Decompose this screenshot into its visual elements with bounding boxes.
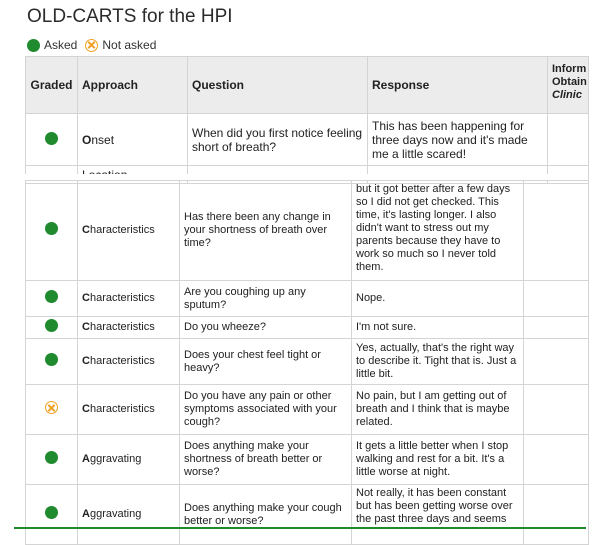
response-cell: This has been happening for three days now and it's made me a little scared! bbox=[368, 114, 548, 166]
asked-legend-label: Asked bbox=[44, 38, 78, 52]
response-cell: Yes, actually, that's the right way to describe it. Tight that is. Just a little bit. bbox=[352, 339, 524, 385]
approach-initial: C bbox=[82, 321, 90, 333]
approach-label: haracteristics bbox=[89, 355, 155, 367]
asked-status-icon bbox=[45, 222, 58, 235]
graded-cell bbox=[26, 181, 78, 281]
table-row bbox=[26, 281, 589, 317]
table-row bbox=[26, 339, 589, 385]
legend bbox=[27, 38, 164, 52]
response-cell: I'm not sure. bbox=[352, 317, 524, 339]
not-asked-status-icon bbox=[45, 401, 58, 414]
not-asked-legend-label: Not asked bbox=[102, 38, 157, 52]
ohpi-table-top bbox=[25, 56, 589, 184]
question-cell: Does your chest feel tight or heavy? bbox=[180, 339, 352, 385]
approach-cell bbox=[78, 114, 188, 166]
asked-status-icon bbox=[45, 290, 58, 303]
table-row bbox=[26, 114, 589, 166]
table-row bbox=[26, 385, 589, 435]
asked-status-icon bbox=[45, 132, 58, 145]
info-cell bbox=[524, 181, 589, 281]
approach-initial: C bbox=[82, 224, 90, 236]
approach-cell bbox=[78, 435, 180, 485]
approach-initial: O bbox=[82, 132, 92, 147]
approach-label: ggravating bbox=[89, 508, 142, 520]
approach-label: nset bbox=[91, 132, 115, 147]
question-cell: Does anything make your cough better or worse? bbox=[180, 485, 352, 545]
approach-initial: C bbox=[82, 292, 90, 304]
question-cell: Has there been any change in your shortness of breath over time? bbox=[180, 181, 352, 281]
table-row bbox=[26, 181, 589, 281]
info-cell bbox=[524, 339, 589, 385]
response-cell: Nope. bbox=[352, 281, 524, 317]
approach-label: haracteristics bbox=[89, 321, 155, 333]
response-cell: Not really, it has been constant but has been getting worse over the past three days and seems bbox=[352, 485, 524, 545]
not-asked-legend-icon bbox=[85, 39, 98, 52]
table-row bbox=[26, 317, 589, 339]
info-cell bbox=[548, 114, 589, 166]
response-column-header: Response bbox=[368, 57, 548, 114]
approach-cell bbox=[78, 339, 180, 385]
approach-cell bbox=[78, 317, 180, 339]
response-cell: but it got better after a few days so I did not get checked. This time, it's lasting longer. I also didn't want to stress out my parents because they have to work so much so I never told them. bbox=[352, 181, 524, 281]
approach-label: haracteristics bbox=[89, 403, 155, 415]
approach-cell bbox=[78, 281, 180, 317]
table-row bbox=[26, 435, 589, 485]
asked-status-icon bbox=[45, 319, 58, 332]
asked-status-icon bbox=[45, 506, 58, 519]
info-header-line2: Obtain bbox=[552, 76, 587, 88]
approach-cell bbox=[78, 181, 180, 281]
asked-legend-icon bbox=[27, 39, 40, 52]
question-cell: Do you wheeze? bbox=[180, 317, 352, 339]
info-header-line3: Clinic bbox=[552, 89, 582, 101]
approach-label: haracteristics bbox=[89, 224, 155, 236]
graded-cell bbox=[26, 385, 78, 435]
page-title: OLD-CARTS for the HPI bbox=[27, 6, 233, 27]
ohpi-table-bottom bbox=[25, 180, 589, 545]
graded-column-header: Graded bbox=[26, 57, 78, 114]
info-cell bbox=[524, 435, 589, 485]
approach-initial: C bbox=[82, 403, 90, 415]
question-cell: Are you coughing up any sputum? bbox=[180, 281, 352, 317]
info-cell bbox=[524, 317, 589, 339]
info-cell bbox=[524, 485, 589, 545]
info-cell bbox=[524, 385, 589, 435]
question-cell: Do you have any pain or other symptoms associated with your cough? bbox=[180, 385, 352, 435]
graded-cell bbox=[26, 114, 78, 166]
info-cell bbox=[524, 281, 589, 317]
asked-status-icon bbox=[45, 353, 58, 366]
approach-column-header: Approach bbox=[78, 57, 188, 114]
approach-cell bbox=[78, 485, 180, 545]
graded-cell bbox=[26, 281, 78, 317]
info-column-header bbox=[548, 57, 589, 114]
approach-label: haracteristics bbox=[89, 292, 155, 304]
question-cell: Does anything make your shortness of breath better or worse? bbox=[180, 435, 352, 485]
graded-cell bbox=[26, 339, 78, 385]
table-row bbox=[26, 485, 589, 545]
approach-cell bbox=[78, 385, 180, 435]
response-cell: No pain, but I am getting out of breath and I think that is maybe related. bbox=[352, 385, 524, 435]
graded-cell bbox=[26, 317, 78, 339]
approach-label: ggravating bbox=[89, 453, 142, 465]
graded-cell bbox=[26, 435, 78, 485]
asked-status-icon bbox=[45, 451, 58, 464]
approach-initial: C bbox=[82, 355, 90, 367]
response-cell: It gets a little better when I stop walking and rest for a bit. It's a little worse at night. bbox=[352, 435, 524, 485]
approach-initial: A bbox=[82, 453, 90, 465]
info-header-line1: Inform bbox=[552, 63, 587, 75]
graded-cell bbox=[26, 485, 78, 545]
question-column-header: Question bbox=[188, 57, 368, 114]
approach-initial: A bbox=[82, 508, 90, 520]
bottom-accent-line bbox=[14, 527, 586, 529]
question-cell: When did you first notice feeling short of breath? bbox=[188, 114, 368, 166]
